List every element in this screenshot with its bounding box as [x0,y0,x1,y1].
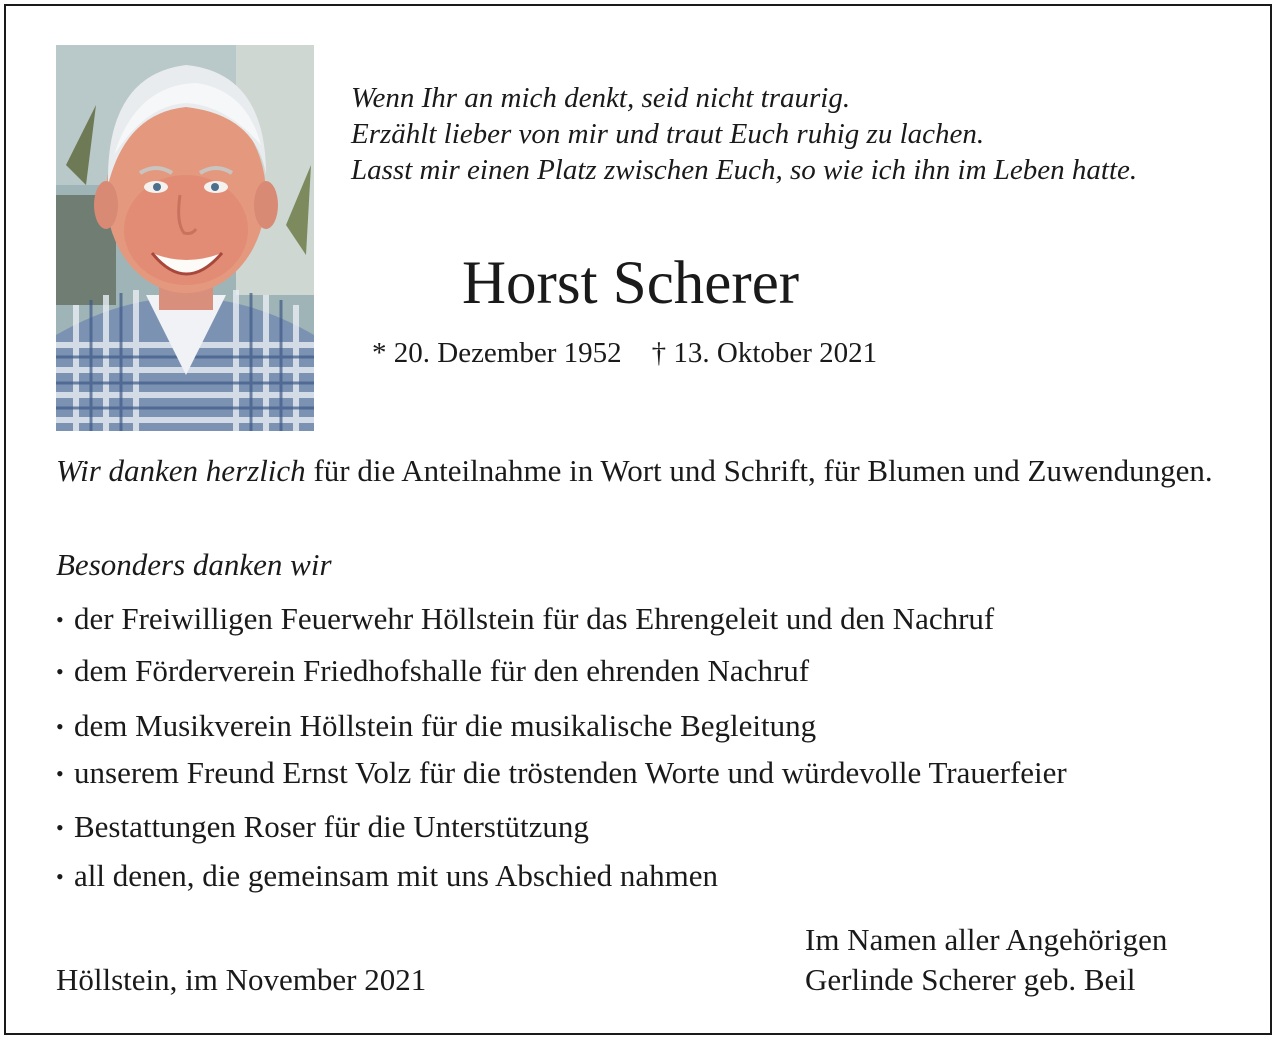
poem-line-1: Wenn Ihr an mich denkt, seid nicht traurig. [351,82,851,114]
poem-line-2: Erzählt lieber von mir und traut Euch ruhig zu lachen. [351,118,985,150]
portrait-image [56,45,314,431]
deceased-name: Horst Scherer [462,250,800,317]
poem [351,80,1137,188]
life-dates [372,334,877,372]
bullet-icon: • [56,714,64,739]
signature-line-2: Gerlinde Scherer geb. Beil [805,962,1136,997]
portrait-photo [56,45,314,431]
list-item [56,598,994,641]
signature [805,920,1167,1000]
list-item [56,705,816,748]
list-item-text: all denen, die gemeinsam mit uns Abschied nahmen [74,858,718,893]
bullet-icon: • [56,607,64,632]
poem-line-3: Lasst mir einen Platz zwischen Euch, so wie ich ihn im Leben hatte. [351,154,1138,186]
list-item [56,855,718,898]
signature-line-1: Im Namen aller Angehörigen [805,922,1168,957]
thanks-rest: für die Anteilnahme in Wort und Schrift, für Blumen und Zuwendungen. [305,453,1213,488]
death-date: † 13. Oktober 2021 [651,337,878,369]
list-item-text: unserem Freund Ernst Volz für die tröstenden Worte und würdevolle Trauerfeier [74,755,1067,790]
list-item [56,752,1067,795]
thanks-lead: Wir danken herzlich [56,453,306,488]
bullet-icon: • [56,815,64,840]
list-item [56,806,589,849]
bullet-icon: • [56,864,64,889]
thanks-paragraph [56,450,1216,492]
list-item [56,650,809,693]
bullet-icon: • [56,761,64,786]
list-item-text: der Freiwilligen Feuerwehr Höllstein für das Ehrengeleit und den Nachruf [74,601,995,636]
list-item-text: dem Förderverein Friedhofshalle für den ehrenden Nachruf [74,653,810,688]
birth-date: * 20. Dezember 1952 [372,337,622,369]
besonders-heading: Besonders danken wir [56,547,332,582]
place-date: Höllstein, im November 2021 [56,962,427,997]
list-item-text: dem Musikverein Höllstein für die musikalische Begleitung [74,708,817,743]
list-item-text: Bestattungen Roser für die Unterstützung [74,809,589,844]
bullet-icon: • [56,659,64,684]
